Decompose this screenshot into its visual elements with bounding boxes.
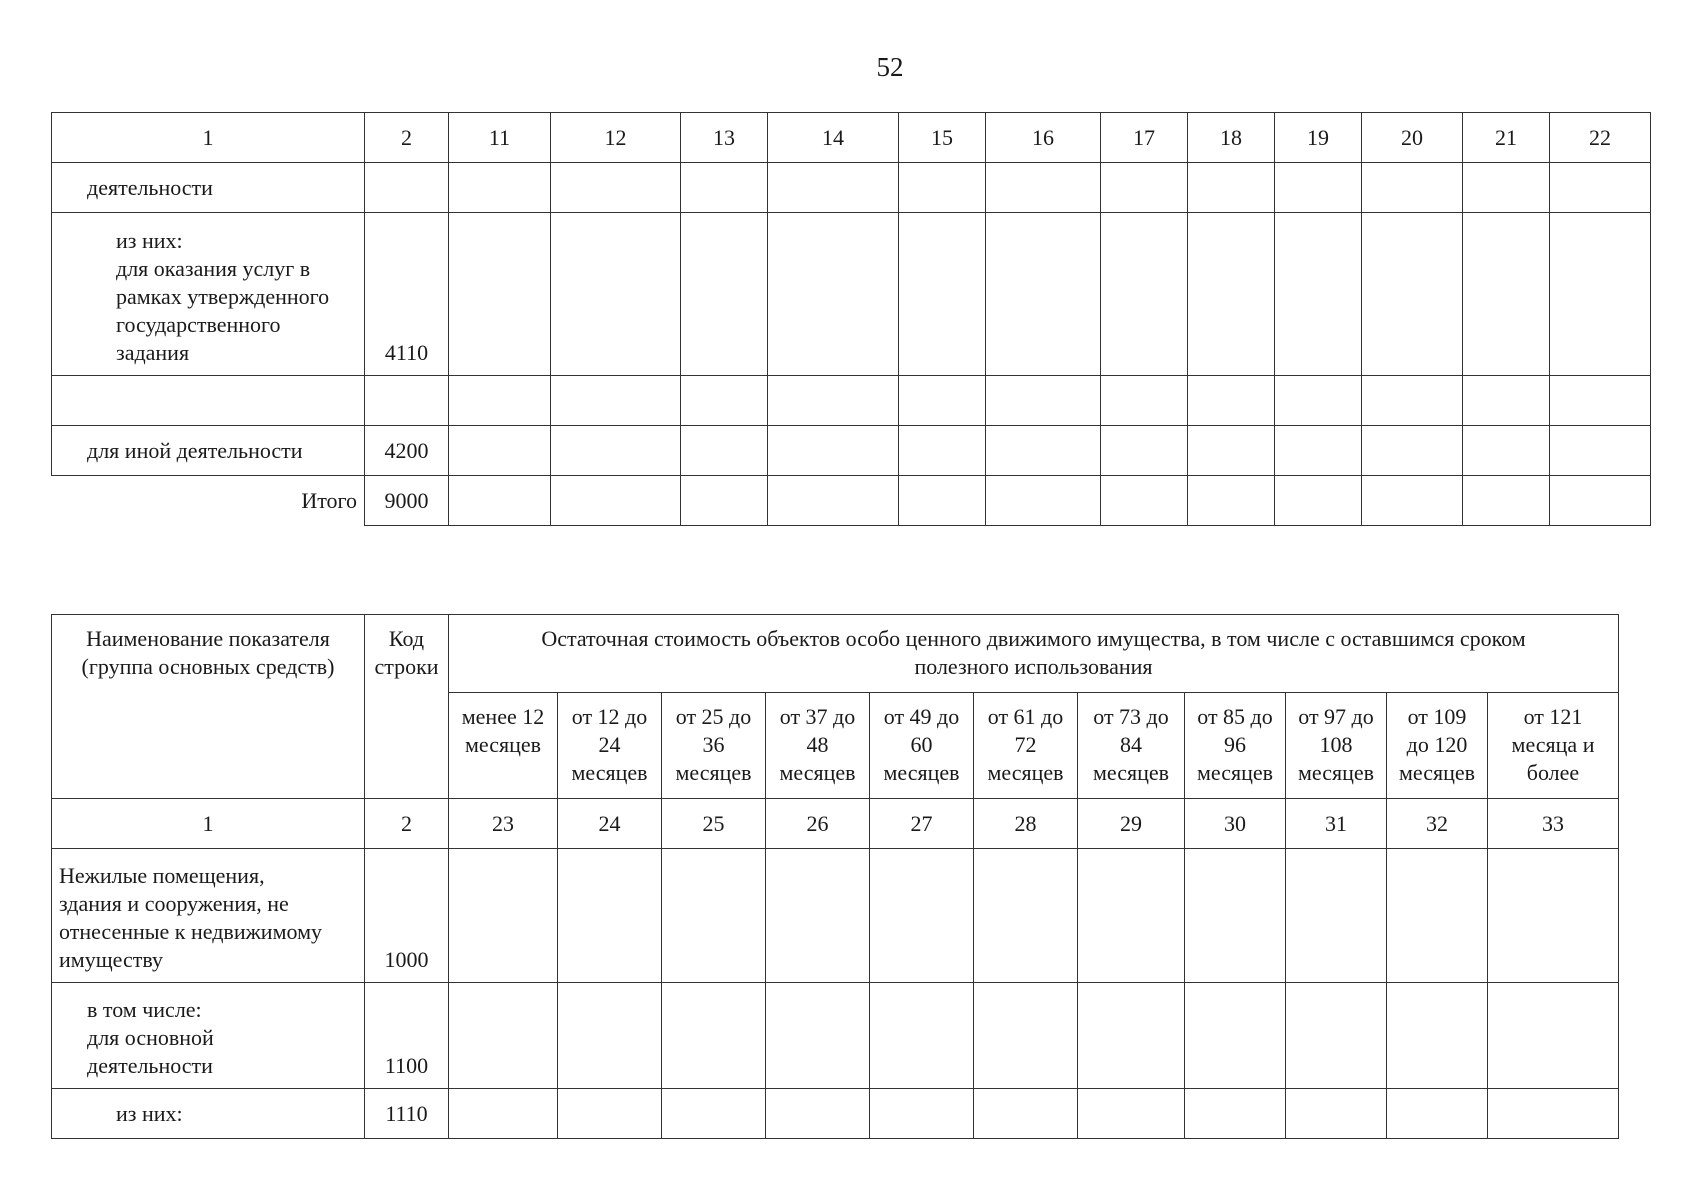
column-number: 1 bbox=[52, 799, 365, 849]
header-line: Код bbox=[388, 626, 425, 651]
header-line: 72 bbox=[1014, 732, 1037, 757]
table-row bbox=[52, 376, 1651, 426]
data-cell bbox=[449, 163, 551, 213]
header-line: полезного использования bbox=[914, 654, 1153, 679]
header-line: месяцев bbox=[571, 760, 648, 785]
data-cell bbox=[449, 426, 551, 476]
data-cell bbox=[1488, 983, 1619, 1089]
row-label bbox=[52, 983, 365, 1089]
data-cell bbox=[766, 983, 870, 1089]
column-number: 22 bbox=[1550, 113, 1651, 163]
row-label: деятельности bbox=[52, 163, 365, 213]
data-cell bbox=[986, 163, 1101, 213]
data-cell bbox=[1188, 376, 1275, 426]
header-line: месяцев bbox=[675, 760, 752, 785]
column-number: 33 bbox=[1488, 799, 1619, 849]
column-number: 24 bbox=[558, 799, 662, 849]
header-line: менее 12 bbox=[461, 704, 545, 729]
label-line: отнесенные к недвижимому bbox=[59, 919, 322, 944]
name-column-header bbox=[52, 615, 365, 799]
data-cell bbox=[1101, 163, 1188, 213]
data-cell bbox=[1550, 213, 1651, 376]
period-header bbox=[449, 693, 558, 799]
data-cell bbox=[662, 983, 766, 1089]
header-line: от 12 до bbox=[571, 704, 648, 729]
data-cell bbox=[986, 213, 1101, 376]
data-cell bbox=[1387, 983, 1488, 1089]
header-line: от 97 до bbox=[1298, 704, 1374, 729]
data-cell bbox=[899, 476, 986, 526]
column-number: 16 bbox=[986, 113, 1101, 163]
data-cell bbox=[1362, 476, 1463, 526]
data-cell bbox=[558, 849, 662, 983]
column-number: 14 bbox=[768, 113, 899, 163]
header-line: месяцев bbox=[1398, 760, 1476, 785]
column-number: 28 bbox=[974, 799, 1078, 849]
column-number: 1 bbox=[52, 113, 365, 163]
data-cell bbox=[1101, 376, 1188, 426]
header-line: месяцев bbox=[1297, 760, 1375, 785]
data-cell bbox=[662, 849, 766, 983]
data-cell bbox=[1185, 983, 1286, 1089]
header-line: месяцев bbox=[883, 760, 960, 785]
data-cell bbox=[1463, 163, 1550, 213]
data-cell bbox=[766, 1089, 870, 1139]
page-number: 52 bbox=[876, 52, 904, 82]
data-cell bbox=[1362, 376, 1463, 426]
header-line: от 73 до bbox=[1093, 704, 1169, 729]
data-cell bbox=[1275, 376, 1362, 426]
data-cell bbox=[551, 426, 681, 476]
header-line: от 121 bbox=[1523, 704, 1583, 729]
data-cell bbox=[558, 1089, 662, 1139]
header-line: 108 bbox=[1319, 732, 1353, 757]
row-code: 4200 bbox=[365, 426, 449, 476]
header-line: месяцев bbox=[779, 760, 856, 785]
data-cell bbox=[986, 376, 1101, 426]
data-cell bbox=[449, 983, 558, 1089]
data-cell bbox=[1078, 983, 1185, 1089]
data-cell bbox=[551, 376, 681, 426]
data-cell bbox=[899, 163, 986, 213]
data-cell bbox=[1275, 476, 1362, 526]
data-cell bbox=[681, 163, 768, 213]
data-cell bbox=[1188, 476, 1275, 526]
residual-value-table bbox=[51, 614, 1619, 1139]
table-header-row bbox=[52, 113, 1651, 163]
data-cell bbox=[768, 213, 899, 376]
row-code bbox=[365, 163, 449, 213]
label-line: государственного bbox=[116, 312, 281, 337]
table-row bbox=[52, 426, 1651, 476]
data-cell bbox=[1362, 213, 1463, 376]
data-cell bbox=[1550, 426, 1651, 476]
table-row bbox=[52, 163, 1651, 213]
label-line: в том числе: bbox=[87, 997, 202, 1022]
header-line: строки bbox=[374, 654, 439, 679]
data-cell bbox=[681, 426, 768, 476]
column-number: 12 bbox=[551, 113, 681, 163]
data-cell bbox=[1550, 376, 1651, 426]
header-line: 24 bbox=[598, 732, 621, 757]
data-cell bbox=[870, 983, 974, 1089]
label-line: деятельности bbox=[87, 1053, 213, 1078]
label-line: имуществу bbox=[59, 947, 163, 972]
data-cell bbox=[449, 849, 558, 983]
header-line: 84 bbox=[1120, 732, 1142, 757]
data-cell bbox=[1101, 476, 1188, 526]
data-cell bbox=[449, 1089, 558, 1139]
table-row bbox=[52, 213, 1651, 376]
data-cell bbox=[870, 1089, 974, 1139]
data-cell bbox=[1275, 163, 1362, 213]
data-cell bbox=[1463, 476, 1550, 526]
label-line: задания bbox=[116, 340, 190, 365]
data-cell bbox=[1387, 849, 1488, 983]
period-header bbox=[662, 693, 766, 799]
header-line: от 61 до bbox=[987, 704, 1064, 729]
data-cell bbox=[1185, 1089, 1286, 1139]
column-number: 15 bbox=[899, 113, 986, 163]
label-line: из них: bbox=[116, 1100, 183, 1126]
column-number: 31 bbox=[1286, 799, 1387, 849]
data-cell bbox=[870, 849, 974, 983]
column-number: 2 bbox=[365, 113, 449, 163]
table-row bbox=[52, 983, 1619, 1089]
header-line: месяцев bbox=[987, 760, 1064, 785]
header-line: (группа основных средств) bbox=[81, 654, 335, 679]
total-label: Итого bbox=[52, 476, 365, 526]
label-line: для оказания услуг в bbox=[116, 256, 311, 281]
table-row bbox=[52, 1089, 1619, 1139]
data-cell bbox=[899, 213, 986, 376]
data-cell bbox=[974, 983, 1078, 1089]
period-header bbox=[870, 693, 974, 799]
data-cell bbox=[662, 1089, 766, 1139]
data-cell bbox=[1550, 163, 1651, 213]
data-cell bbox=[974, 849, 1078, 983]
data-cell bbox=[1387, 1089, 1488, 1139]
table-continuation bbox=[51, 112, 1651, 526]
data-cell bbox=[1275, 426, 1362, 476]
column-number: 27 bbox=[870, 799, 974, 849]
period-header bbox=[974, 693, 1078, 799]
row-label bbox=[52, 1089, 365, 1139]
data-cell bbox=[1185, 849, 1286, 983]
data-cell bbox=[449, 213, 551, 376]
period-header bbox=[1078, 693, 1185, 799]
label-line: из них: bbox=[116, 228, 183, 253]
column-number: 29 bbox=[1078, 799, 1185, 849]
data-cell bbox=[1362, 426, 1463, 476]
column-number: 23 bbox=[449, 799, 558, 849]
data-cell bbox=[899, 426, 986, 476]
column-number: 11 bbox=[449, 113, 551, 163]
column-number: 20 bbox=[1362, 113, 1463, 163]
total-row bbox=[52, 476, 1651, 526]
data-cell bbox=[1463, 213, 1550, 376]
period-header bbox=[766, 693, 870, 799]
table-row bbox=[52, 849, 1619, 983]
data-cell bbox=[1550, 476, 1651, 526]
label-line: рамках утвержденного bbox=[116, 284, 330, 309]
data-cell bbox=[1488, 1089, 1619, 1139]
group-header bbox=[449, 615, 1619, 693]
data-cell bbox=[974, 1089, 1078, 1139]
header-line: от 85 до bbox=[1197, 704, 1273, 729]
data-cell bbox=[986, 476, 1101, 526]
header-line: от 25 до bbox=[675, 704, 752, 729]
row-code: 1110 bbox=[365, 1089, 449, 1139]
header-line: от 37 до bbox=[779, 704, 856, 729]
code-column-header bbox=[365, 615, 449, 799]
period-header bbox=[558, 693, 662, 799]
data-cell bbox=[1101, 426, 1188, 476]
header-line: Остаточная стоимость объектов особо ценного движимого имущества, в том числе с оставшимся сроком bbox=[541, 626, 1526, 651]
period-header bbox=[1286, 693, 1387, 799]
column-number: 19 bbox=[1275, 113, 1362, 163]
data-cell bbox=[986, 426, 1101, 476]
column-number: 18 bbox=[1188, 113, 1275, 163]
label-line: Нежилые помещения, bbox=[59, 863, 265, 888]
header-line: 96 bbox=[1224, 732, 1246, 757]
header-line: до 120 bbox=[1406, 732, 1468, 757]
column-number: 26 bbox=[766, 799, 870, 849]
row-code: 9000 bbox=[365, 476, 449, 526]
data-cell bbox=[768, 476, 899, 526]
row-code: 4110 bbox=[365, 213, 449, 376]
column-number: 13 bbox=[681, 113, 768, 163]
header-line: месяцев bbox=[1092, 760, 1170, 785]
table-header-row bbox=[52, 615, 1619, 693]
data-cell bbox=[1286, 1089, 1387, 1139]
data-cell bbox=[768, 163, 899, 213]
row-code: 1100 bbox=[365, 983, 449, 1089]
period-header bbox=[1387, 693, 1488, 799]
row-label bbox=[52, 213, 365, 376]
data-cell bbox=[1188, 426, 1275, 476]
header-line: месяца и bbox=[1511, 732, 1595, 757]
data-cell bbox=[558, 983, 662, 1089]
header-line: месяцев bbox=[464, 732, 542, 757]
header-line: 60 bbox=[910, 732, 933, 757]
header-line: 48 bbox=[806, 732, 829, 757]
header-line: от 49 до bbox=[883, 704, 960, 729]
data-cell bbox=[551, 213, 681, 376]
data-cell bbox=[899, 376, 986, 426]
data-cell bbox=[1078, 1089, 1185, 1139]
data-cell bbox=[768, 376, 899, 426]
row-label bbox=[52, 376, 365, 426]
data-cell bbox=[1463, 426, 1550, 476]
header-line: Наименование показателя bbox=[86, 626, 330, 651]
period-header bbox=[1185, 693, 1286, 799]
header-line: от 109 bbox=[1407, 704, 1467, 729]
data-cell bbox=[1463, 376, 1550, 426]
data-cell bbox=[681, 476, 768, 526]
column-number: 17 bbox=[1101, 113, 1188, 163]
data-cell bbox=[768, 426, 899, 476]
data-cell bbox=[449, 476, 551, 526]
label-line: здания и сооружения, не bbox=[59, 891, 289, 916]
row-label: для иной деятельности bbox=[52, 426, 365, 476]
header-line: месяцев bbox=[1196, 760, 1274, 785]
data-cell bbox=[1362, 163, 1463, 213]
data-cell bbox=[551, 163, 681, 213]
row-label bbox=[52, 849, 365, 983]
label-line: для основной bbox=[87, 1025, 214, 1050]
data-cell bbox=[1286, 849, 1387, 983]
data-cell bbox=[1078, 849, 1185, 983]
row-code: 1000 bbox=[365, 849, 449, 983]
data-cell bbox=[681, 213, 768, 376]
column-number: 2 bbox=[365, 799, 449, 849]
period-header bbox=[1488, 693, 1619, 799]
column-number: 25 bbox=[662, 799, 766, 849]
data-cell bbox=[1488, 849, 1619, 983]
column-number: 21 bbox=[1463, 113, 1550, 163]
data-cell bbox=[1188, 213, 1275, 376]
data-cell bbox=[681, 376, 768, 426]
header-line: более bbox=[1526, 760, 1580, 785]
column-number: 32 bbox=[1387, 799, 1488, 849]
column-number: 30 bbox=[1185, 799, 1286, 849]
data-cell bbox=[1101, 213, 1188, 376]
row-code bbox=[365, 376, 449, 426]
header-line: 36 bbox=[702, 732, 725, 757]
data-cell bbox=[766, 849, 870, 983]
data-cell bbox=[551, 476, 681, 526]
data-cell bbox=[1188, 163, 1275, 213]
column-numbers-row bbox=[52, 799, 1619, 849]
data-cell bbox=[449, 376, 551, 426]
data-cell bbox=[1286, 983, 1387, 1089]
data-cell bbox=[1275, 213, 1362, 376]
